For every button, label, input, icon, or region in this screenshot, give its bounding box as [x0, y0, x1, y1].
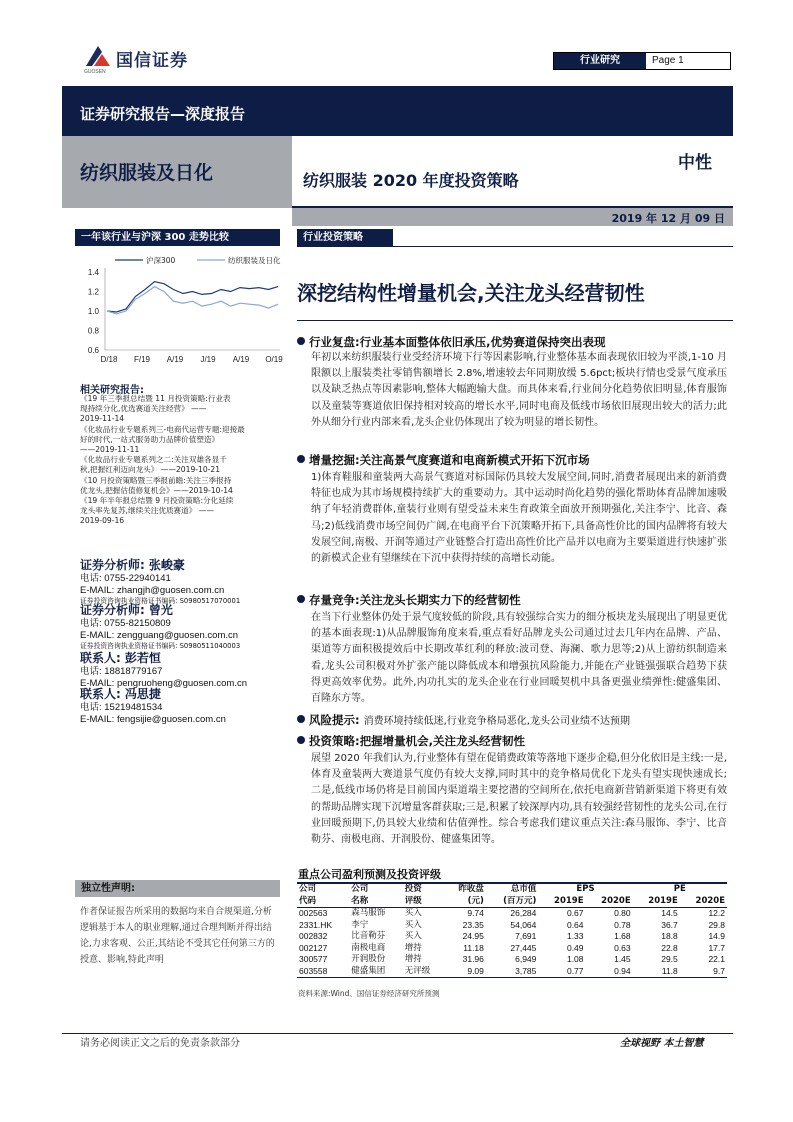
divider — [297, 320, 733, 321]
chart-title: 一年该行业与沪深 300 走势比较 — [75, 229, 280, 246]
rating: 中性 — [678, 153, 712, 173]
analyst-phone: 电话: 0755-82150809 — [80, 618, 171, 629]
analyst-phone: 电话: 15219481534 — [80, 702, 163, 713]
table-header-cell: 投资 — [404, 884, 422, 894]
table-cell: 002832 — [299, 931, 328, 941]
table-cell: 0.67 — [566, 908, 584, 918]
table-row — [297, 943, 727, 955]
table-cell: 11.18 — [463, 942, 484, 953]
table-header-cell: (百万元) — [486, 896, 539, 908]
analyst-heading — [80, 685, 290, 702]
analyst-cert: 证券投资咨询执业资格证书编码: S0980511040003 — [80, 642, 241, 651]
analyst-heading — [80, 649, 290, 666]
section-heading-text: 行业复盘:行业基本面整体依旧承压,优势赛道保持突出表现 — [309, 335, 606, 349]
related-report-line: 2019-09-16 — [80, 516, 125, 526]
headline: 深挖结构性增量机会,关注龙头经营韧性 — [297, 281, 645, 305]
section-heading-text: 投资策略:把握增量机会,关注龙头经营韧性 — [309, 734, 525, 748]
table-cell: 6,949 — [515, 954, 537, 964]
analyst-role: 证券分析师: — [80, 603, 145, 617]
related-report-line: 《化妆品行业专题系列三-电商代运营专题:迎接最 — [80, 424, 245, 434]
table-cell: 健盛集团 — [349, 966, 403, 978]
related-report-line: ——2019-11-11 — [80, 445, 140, 455]
report-title: 纺织服装 2020 年度投资策略 — [303, 171, 519, 190]
table-cell: 9.09 — [444, 966, 486, 978]
table-header-cell: 名称 — [349, 896, 403, 908]
analyst-block — [80, 685, 290, 725]
table-cell: 22.8 — [661, 942, 678, 953]
table-cell: 1.68 — [614, 931, 631, 941]
table-cell: 7,691 — [515, 931, 537, 941]
analyst-role: 联系人: — [80, 651, 121, 665]
divider — [297, 246, 733, 247]
y-tick-label: 0.6 — [87, 346, 99, 355]
analyst-phone: 电话: 0755-22940141 — [80, 573, 171, 584]
y-tick-label: 0.8 — [87, 326, 99, 336]
table-cell: 1.33 — [566, 931, 584, 941]
table-header-cell: 昨收盘 — [458, 884, 484, 894]
report-type-band — [62, 86, 733, 136]
table-cell: 12.2 — [708, 908, 725, 918]
analyst-block — [80, 556, 290, 606]
table-cell: 买入 — [404, 919, 422, 930]
section-heading — [297, 334, 605, 350]
table-cell: 森马服饰 — [351, 908, 386, 918]
table-cell: 2331.HK — [299, 919, 333, 930]
table-cell: 002127 — [299, 942, 328, 953]
risk-text: 消费环境持续低迷,行业竞争格局恶化,龙头公司业绩不达预期 — [363, 716, 630, 727]
table-header-cell: 2020E — [586, 896, 633, 908]
table-header-row — [297, 896, 727, 908]
table-cell: 买入 — [404, 908, 422, 918]
analyst-email: E-MAIL: zengguang@guosen.com.cn — [80, 629, 239, 641]
report-category: 行业研究 — [554, 53, 646, 69]
section-body: 在当下行业整体仍处于景气度较低的阶段,具有较强综合实力的细分板块龙头展现出了明显更优的基本面表现:1)从品牌服饰角度来看,重点看好品牌龙头公司通过过去几年内在品牌、产品、渠道等方面积极提效后中长期改革红利的释放:波司登、海澜、歌力思等;2)从上游纺织制造来看,龙头公司积极对外扩张产能以降低成本和增强抗风险能力,并能在产业链强强联合趋势下获得更高效率优势。此外,内功扎实的龙头企业在行业回暖契机中具备更强业绩弹性:健盛集团、百隆东方等。 — [311, 612, 727, 705]
x-tick-label: A/19 — [232, 355, 250, 364]
table-cell: 23.35 — [462, 919, 484, 930]
related-report-line: 好的时代,一站式服务助力品牌价值塑造》 — [80, 434, 220, 444]
analyst-block — [80, 601, 290, 651]
table-cell: 9.74 — [467, 908, 484, 918]
table-cell: 31.96 — [462, 954, 484, 964]
footer-disclaimer-note: 请务必阅读正文之后的免责条款部分 — [80, 1038, 240, 1049]
related-report-line: 秋,把握红利迈向龙头》 ——2019-10-21 — [80, 465, 221, 475]
logo-subtext: GUOSEN — [84, 69, 106, 75]
table-cell: 24.95 — [462, 931, 484, 941]
analyst-email: E-MAIL: zhangjh@guosen.com.cn — [80, 584, 225, 596]
logo — [84, 44, 214, 74]
analyst-role: 证券分析师: — [80, 558, 145, 572]
logo-mark-icon — [84, 44, 112, 68]
bullet-icon — [297, 455, 305, 463]
report-date: 2019 年 12 月 09 日 — [611, 212, 725, 225]
related-report-line: 现持续分化,优选赛道关注经营》 —— — [80, 404, 207, 414]
bullet-icon — [297, 715, 305, 723]
table-header-cell: 2020E — [680, 896, 727, 908]
table-cell: 11.8 — [633, 966, 680, 978]
related-reports-list — [80, 394, 285, 527]
table-cell: 22.1 — [708, 954, 725, 964]
table-header-cell: 评级 — [403, 896, 445, 908]
analyst-phone: 电话: 18818779167 — [80, 666, 163, 677]
related-report-line: 龙头率先复苏,继续关注优质赛道》 —— — [80, 506, 214, 516]
related-report-line: 《19 年半年报总结暨 9 月投资策略:分化延续 — [80, 496, 234, 506]
legend-label: 纺织服装及日化 — [228, 256, 281, 265]
table-source: 资料来源:Wind、国信证券经济研究所预测 — [298, 989, 440, 998]
related-report-line: 《化妆品行业专题系列之二:关注双雄各显千 — [80, 455, 227, 465]
section-heading-text: 存量竞争:关注龙头长期实力下的经营韧性 — [309, 593, 521, 607]
table-title: 重点公司盈利预测及投资评级 — [298, 868, 441, 881]
table-header-cell: EPS — [576, 884, 595, 894]
x-tick-label: F/19 — [133, 355, 151, 364]
analyst-name: 曾光 — [148, 603, 173, 617]
section-heading — [297, 452, 590, 468]
table-cell: 27,445 — [510, 942, 537, 953]
section-heading — [297, 592, 521, 608]
section-heading-text: 风险提示: — [309, 713, 360, 727]
table-cell: 增持 — [404, 942, 422, 953]
table-cell: 比音勒芬 — [351, 931, 386, 941]
table-cell: 李宁 — [351, 919, 369, 930]
related-report-line: 《10 月投资策略暨三季报前瞻:关注三季报持 — [80, 475, 232, 485]
trend-chart — [75, 250, 285, 375]
analyst-heading — [80, 556, 290, 573]
table-cell: 17.7 — [708, 942, 725, 953]
table-cell: 开润股份 — [351, 954, 386, 964]
table-row — [297, 908, 727, 920]
table-cell: 0.77 — [538, 966, 585, 978]
related-report-line: 2019-11-14 — [80, 414, 125, 424]
analyst-heading — [80, 601, 290, 618]
analyst-name: 冯思捷 — [124, 687, 161, 701]
related-report-line: 优龙头,把握估值修复机会》——2019-10-14 — [80, 485, 233, 495]
y-tick-label: 1.4 — [87, 268, 99, 277]
table-cell: 南极电商 — [351, 942, 386, 953]
table-cell: 0.80 — [614, 908, 631, 918]
bullet-icon — [297, 595, 305, 603]
analyst-email: E-MAIL: pengruoheng@guosen.com.cn — [80, 677, 248, 689]
forecast-table — [297, 884, 727, 978]
table-header-cell: 代码 — [297, 896, 349, 908]
table-cell: 18.8 — [661, 931, 678, 941]
x-tick-label: J/19 — [200, 355, 216, 364]
table-cell: 无评级 — [403, 966, 445, 978]
analyst-name: 彭若恒 — [124, 651, 161, 665]
section-body: 年初以来纺织服装行业受经济环境下行等因素影响,行业整体基本面表现依旧较为平淡,1-10 月限额以上服装类社零销售额增长 2.8%,增速较去年同期放缓 5.6pct;板块行情也受景气度承压以及缺乏热点等因素影响,整体大幅跑输大盘。而具体来看,行业间分化趋势依旧明显,体育服饰以及童装等赛道依旧保持相对较高的增长水平,同时电商及低线市场依旧展现出较大的活力;此外从细分行业内部来看,龙头企业仍体现出了较为明显的增长韧性。 — [311, 352, 727, 428]
y-tick-label: 1.2 — [87, 287, 99, 297]
page-number: Page 1 — [652, 55, 684, 66]
footer-slogan: 全球视野 本土智慧 — [620, 1038, 704, 1049]
section-body: 展望 2020 年我们认为,行业整体有望在促销费政策等落地下逐步企稳,但分化依旧是主线:一是,体育及童装两大赛道景气度仍有较大支撑,同时其中的竞争格局优化下龙头有望实现快速成长;二是,低线市场仍将是目前国内渠道端主要挖潜的空间所在,依托电商新营销新渠道下将更有效的帮助品牌实现下沉增量客群获取;三是,积累了较深厚内功,具有较强经营韧性的龙头公司,在行业回暖预期下,仍具较大业绩和估值弹性。综合考虑我们建议重点关注:森马服饰、李宁、比音勒芬、南极电商、开润股份、健盛集团等。 — [311, 753, 727, 846]
table-cell: 603558 — [297, 966, 349, 978]
section-body: 1)体育鞋服和童装两大高景气赛道对标国际仍具较大发展空间,同时,消费者展现出来的新消费特征也成为其市场规模持续扩大的重要动力。其中运动时尚化趋势的强化帮助体育品牌加速吸纳了年轻消费群体,童装行业则有望受益未来生育政策全面放开预期强化,关注李宁、比音、森马;2)低线消费市场空间仍广阔,在电商平台下沉策略开拓下,具备高性价比的国内品牌将有较大发展空间,南极、开润等通过产业链整合打造出高性价比产品并以电商为主要渠道进行快速扩张的新模式企业有望继续在下沉中获得持续的高增长动能。 — [311, 472, 727, 565]
table-row — [297, 966, 727, 978]
section-tag: 行业投资策略 — [297, 229, 393, 246]
bullet-icon — [297, 736, 305, 744]
date-bar — [292, 208, 733, 226]
disclaimer-text: 作者保证报告所采用的数据均来自合规渠道,分析逻辑基于本人的职业理解,通过合理判断并得出结论,力求客观、公正,其结论不受其它任何第三方的授意、影响,特此声明 — [80, 907, 275, 965]
x-tick-label: D/18 — [100, 355, 118, 364]
disclaimer-title: 独立性声明: — [75, 880, 280, 897]
table-row — [297, 920, 727, 932]
table-cell: 0.78 — [614, 919, 631, 930]
table-cell: 26,284 — [510, 908, 537, 918]
legend-label: 沪深300 — [146, 256, 176, 265]
table-cell: 14.9 — [708, 931, 725, 941]
table-cell: 0.63 — [614, 942, 631, 953]
table-cell: 002563 — [299, 908, 328, 918]
related-report-line: 《19 年三季报总结暨 11 月投资策略:行业表 — [80, 394, 231, 403]
section-heading-text: 增量挖掘:关注高景气度赛道和电商新模式开拓下沉市场 — [309, 453, 590, 467]
x-tick-label: A/19 — [166, 355, 184, 364]
table-cell: 0.49 — [566, 942, 584, 953]
table-header-cell: PE — [673, 884, 686, 894]
table-row — [297, 931, 727, 943]
table-cell: 14.5 — [661, 908, 678, 918]
table-cell: 300577 — [299, 954, 328, 964]
table-cell: 9.7 — [680, 966, 727, 978]
section-heading — [297, 712, 630, 728]
table-cell: 买入 — [404, 931, 422, 941]
table-cell: 0.64 — [566, 919, 584, 930]
table-cell: 29.8 — [708, 919, 725, 930]
series-line — [107, 282, 278, 312]
related-reports-title: 相关研究报告: — [80, 385, 144, 396]
logo-text: 国信证券 — [116, 51, 188, 71]
table-header-cell: 2019E — [538, 896, 585, 908]
analyst-block — [80, 649, 290, 689]
table-cell: 29.5 — [661, 954, 678, 964]
table-header-row — [297, 884, 727, 896]
report-type: 证券研究报告—深度报告 — [80, 105, 246, 123]
table-cell: 36.7 — [661, 919, 678, 930]
sector-block — [62, 136, 292, 208]
table-row — [297, 954, 727, 966]
table-header-cell: 总市值 — [510, 884, 537, 894]
section-heading — [297, 733, 525, 749]
x-tick-label: O/19 — [265, 355, 283, 364]
table-cell: 3,785 — [486, 966, 539, 978]
table-cell: 54,064 — [510, 919, 537, 930]
table-header-cell: (元) — [444, 896, 486, 908]
table-cell: 0.94 — [586, 966, 633, 978]
table-cell: 增持 — [404, 954, 422, 964]
table-header-cell: 公司 — [299, 884, 317, 894]
sector-name: 纺织服装及日化 — [80, 162, 214, 184]
analyst-role: 联系人: — [80, 687, 121, 701]
table-header-cell: 2019E — [633, 896, 680, 908]
header-category-box — [553, 52, 731, 70]
table-cell: 1.45 — [614, 954, 631, 964]
table-header-cell: 公司 — [351, 884, 369, 894]
analyst-name: 张峻豪 — [148, 558, 185, 572]
bullet-icon — [297, 337, 305, 345]
analyst-email: E-MAIL: fengsijie@guosen.com.cn — [80, 713, 226, 725]
analyst-cert: 证券投资咨询执业资格证书编码: S0980517070001 — [80, 597, 241, 606]
table-cell: 1.08 — [566, 954, 584, 964]
y-tick-label: 1.0 — [87, 307, 99, 316]
